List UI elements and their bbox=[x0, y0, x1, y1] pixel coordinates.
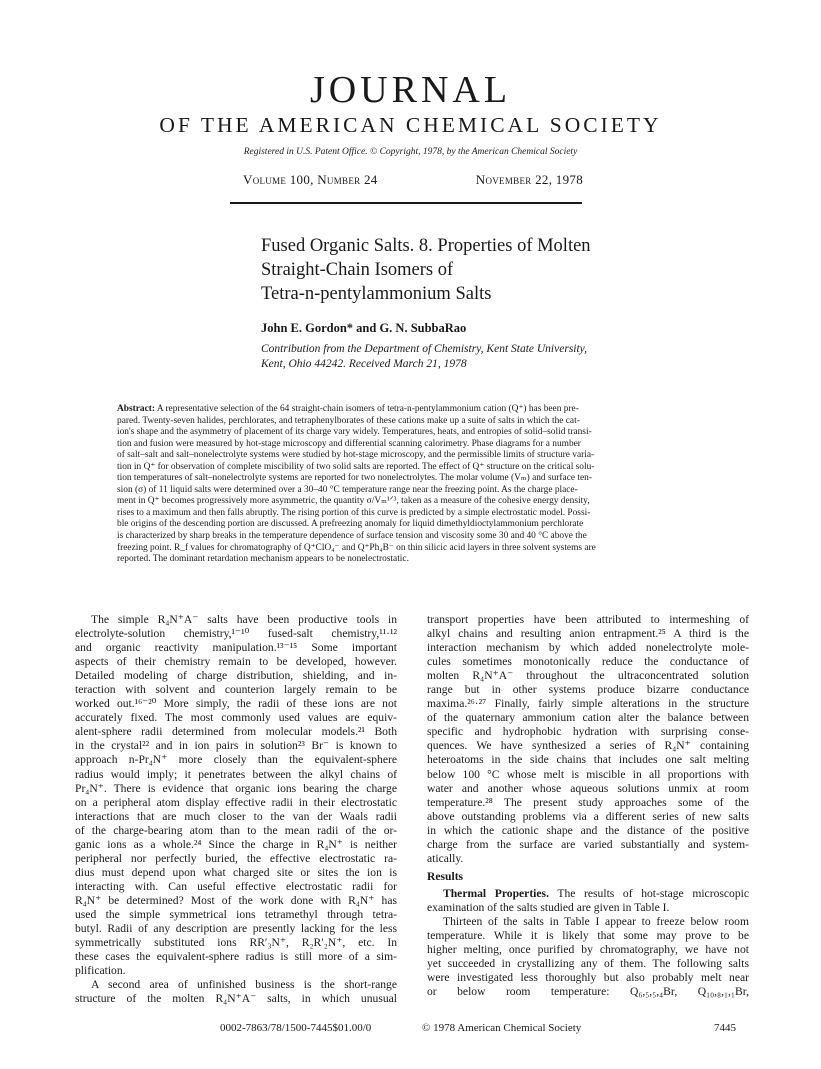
abstract-line: tion in Q⁺ for observation of complete miscibility of two solid salts are reported. The effect of Q⁺ structure on the critical solu- bbox=[117, 461, 595, 472]
abstract-line: pared. Twenty-seven halides, perchlorates, and tetraphenylborates of these cations make up a suite of salts in which the cat- bbox=[117, 415, 580, 426]
body-line: interaction mechanism by which added nonelectrolyte mole- bbox=[427, 641, 749, 655]
body-line: electrolyte-solution chemistry,¹⁻¹⁰ fused-salt chemistry,¹¹·¹² bbox=[75, 627, 397, 641]
body-line: butyl. Radii of any description are presently lacking for the less bbox=[75, 922, 397, 936]
body-line: symmetrically substituted ions RR′₃N⁺, R₂R′₂N⁺, etc. In bbox=[75, 936, 397, 950]
volume-number: Volume 100, Number 24 bbox=[243, 172, 378, 187]
abstract-text: A representative selection of the 64 straight-chain isomers of tetra-n-pentylammonium cation (Q⁺) has been pre- bbox=[156, 404, 579, 414]
abstract-line: reported. The dominant retardation mechanism appears to be nonelectrostatic. bbox=[117, 554, 409, 565]
thermal-properties-heading: Thermal Properties. bbox=[443, 886, 549, 900]
body-line bbox=[427, 887, 749, 901]
affiliation bbox=[261, 342, 701, 372]
results-heading: Results bbox=[427, 869, 464, 883]
body-line: Detailed modeling of charge distribution, shielding, and in- bbox=[75, 669, 397, 683]
body-line: approach n-Pr₄N⁺ more closely than the equivalent-sphere bbox=[75, 753, 397, 767]
abstract-line bbox=[117, 404, 709, 416]
body-line: Pr₄N⁺. There is evidence that organic ions bearing the charge bbox=[75, 781, 397, 795]
abstract-line: rises to a maximum and then falls abruptly. The rising portion of this curve is predicted by a simple electrostatic model. Possi- bbox=[117, 507, 591, 518]
body-line: below 100 °C whose melt is miscible in all proportions with bbox=[427, 767, 749, 781]
body-line: accurately fixed. The most commonly used values are equiv- bbox=[75, 711, 397, 725]
abstract-line: of salt–salt and salt–nonelectrolyte systems were studied by hot-stage microscopy, and the permissible limits of structure varia- bbox=[117, 450, 595, 461]
body-line: worked out.¹⁶⁻²⁰ More simply, the radii of these ions are not bbox=[75, 697, 397, 711]
body-line: aspects of their chemistry remain to be developed, however. bbox=[75, 655, 397, 669]
body-line: radius would imply; it penetrates between the alkyl chains of bbox=[75, 767, 397, 781]
abstract-line: ion's shape and the asymmetry of placement of its charge vary widely. Temperatures, heats, and entropies of solid–solid transi- bbox=[117, 427, 592, 438]
body-line: heteroatoms in the side chains that includes one salt melting bbox=[427, 753, 749, 767]
title-line: Fused Organic Salts. 8. Properties of Molten bbox=[261, 236, 591, 256]
body-line: on a peripheral atom display effective radii in their electrostatic bbox=[75, 795, 397, 809]
body-line: interacting with. Can useful effective electrostatic radii for bbox=[75, 879, 397, 893]
body-line: atically. bbox=[427, 851, 464, 865]
body-line: of the quaternary ammonium cation alter the balance between bbox=[427, 711, 749, 725]
abstract-line: ble origins of the descending portion are discussed. A prefreezing anomaly for liquid dimethyldioctylammonium perchlorate bbox=[117, 519, 584, 530]
abstract-line: freezing point. R_f values for chromatography of Q⁺ClO₄⁻ and Q⁺Ph₄B⁻ on thin silicic acid layers in three solvent systems are bbox=[117, 542, 596, 553]
body-line: cules sometimes monotonically reduce the conductance of bbox=[427, 655, 749, 669]
masthead-rule bbox=[230, 202, 582, 204]
body-line: yet succeeded in crystallizing any of them. The following salts bbox=[427, 957, 749, 971]
abstract bbox=[117, 404, 709, 566]
body-line: interactions that are much closer to the van der Waals radii bbox=[75, 809, 397, 823]
article-title bbox=[261, 234, 691, 306]
body-line: alent-sphere radii determined from molecular models.²¹ Both bbox=[75, 725, 397, 739]
volume-line bbox=[243, 172, 583, 188]
title-line: Straight-Chain Isomers of bbox=[261, 260, 454, 280]
body-line: quences. We have synthesized a series of R₄N⁺ containing bbox=[427, 739, 749, 753]
body-line: used the simple symmetrical ions tetramethyl through tetra- bbox=[75, 907, 397, 921]
body-line: peripheral nor perfectly buried, the effective electrostatic ra- bbox=[75, 851, 397, 865]
body-line: above outstanding problems via a different series of new salts bbox=[427, 809, 749, 823]
abstract-line: is characterized by sharp breaks in the temperature dependence of surface tension and viscosity some 30 and 40 °C above the bbox=[117, 531, 587, 542]
body-line: ganic ions as a whole.²⁴ Since the charge in R₄N⁺ is neither bbox=[75, 837, 397, 851]
footer-code: 0002-7863/78/1500-7445$01.00/0 bbox=[220, 1022, 372, 1034]
body-line: and organic reactivity manipulation.¹³⁻¹⁵ Some important bbox=[75, 641, 397, 655]
affiliation-line: Kent, Ohio 44242. Received March 21, 1978 bbox=[261, 358, 467, 370]
body-line: temperature.²⁸ The present study approaches some of the bbox=[427, 795, 749, 809]
body-line: transport properties have been attributed to intermeshing of bbox=[427, 613, 749, 626]
abstract-line: tion temperatures of salt–nonelectrolyte systems are reported for two nonelectrolytes. The molar volume (Vₘ) and surface ten- bbox=[117, 473, 592, 484]
body-line: molten R₄N⁺A⁻ throughout the ultraconcentrated solution bbox=[427, 669, 749, 683]
body-line: higher melting, once purified by chromatography, we have not bbox=[427, 943, 749, 957]
body-line: structure of the molten R₄N⁺A⁻ salts, in which unusual bbox=[75, 992, 397, 1006]
body-line: of the charge-bearing atom than to the mean radii of the or- bbox=[75, 823, 397, 837]
body-line: charge from the surface are varied substantially and system- bbox=[427, 837, 749, 851]
body-line: were investigated less thoroughly but also probably melt near bbox=[427, 971, 749, 985]
abstract-line: sion (σ) of 11 liquid salts were determined over a 30–40 °C temperature range near the freezing point. As the charge place- bbox=[117, 484, 578, 495]
body-line: examination of the salts studied are given in Table I. bbox=[427, 900, 670, 914]
body-line: temperature. While it is likely that some may prove to be bbox=[427, 929, 749, 943]
body-line: maxima.²⁶·²⁷ Finally, fairly simple alterations in the structure bbox=[427, 697, 749, 711]
thermal-text: The results of hot-stage microscopic bbox=[548, 886, 749, 900]
body-line: A second area of unfinished business is the short-range bbox=[91, 978, 397, 992]
body-line: or below room temperature: Q₆,₅,₅,₄Br, Q₁₀,₈,₁,₁Br, bbox=[427, 985, 749, 999]
body-line: plification. bbox=[75, 964, 126, 978]
body-column-right bbox=[427, 613, 749, 999]
abstract-line: tion and fusion were measured by hot-stage microscopy and differential scanning calorimetry. Phase diagrams for a number bbox=[117, 438, 581, 449]
registered-notice: Registered in U.S. Patent Office. © Copyright, 1978, by the American Chemical Society bbox=[243, 147, 578, 157]
body-line: in the crystal²² and in ion pairs in solution²³ Br⁻ is known to bbox=[75, 739, 397, 753]
title-line: Tetra-n-pentylammonium Salts bbox=[261, 284, 492, 304]
body-column-left bbox=[75, 613, 397, 1006]
body-line: The simple R₄N⁺A⁻ salts have been productive tools in bbox=[91, 613, 397, 626]
journal-subtitle: OF THE AMERICAN CHEMICAL SOCIETY bbox=[159, 113, 662, 137]
body-line: specific and hydrophobic hydration with surprising conse- bbox=[427, 725, 749, 739]
abstract-line: ment in Q⁺ becomes progressively more asymmetric, the quantity σ/Vₘ¹ᐟ³, taken as a measure of the cohesive energy density, bbox=[117, 496, 590, 507]
body-line: teraction with solvent and counterion largely remain to be bbox=[75, 683, 397, 697]
page-number: 7445 bbox=[714, 1022, 736, 1034]
body-line: these cases the equivalent-sphere radius is still more of a sim- bbox=[75, 950, 397, 964]
body-line: in which the cationic shape and the distance of the positive bbox=[427, 823, 749, 837]
body-line: alkyl chains and resulting anion entrapment.²⁵ A third is the bbox=[427, 627, 749, 641]
body-line: dius must depend upon what charged site or sites the ion is bbox=[75, 865, 397, 879]
issue-date: November 22, 1978 bbox=[475, 172, 583, 187]
affiliation-line: Contribution from the Department of Chemistry, Kent State University, bbox=[261, 343, 588, 355]
authors: John E. Gordon* and G. N. SubbaRao bbox=[261, 321, 467, 335]
body-line: R₄N⁺ be determined? Most of the work done with R₄N⁺ has bbox=[75, 893, 397, 907]
abstract-label: Abstract: bbox=[117, 404, 156, 414]
footer-copyright: © 1978 American Chemical Society bbox=[422, 1022, 582, 1034]
body-line: range but in other systems produce bizarre conductance bbox=[427, 683, 749, 697]
journal-title: JOURNAL bbox=[309, 69, 512, 111]
body-line: Thirteen of the salts in Table I appear to freeze below room bbox=[443, 914, 749, 928]
body-line: water and another whose aqueous solutions unmix at room bbox=[427, 781, 749, 795]
